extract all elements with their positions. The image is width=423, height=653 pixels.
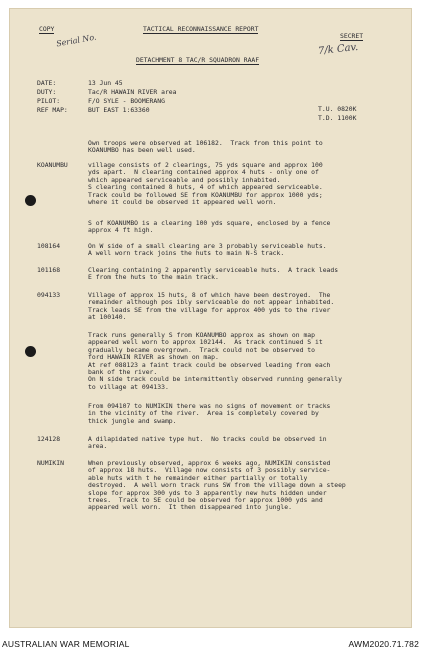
entry-text: Village of approx 15 huts, 8 of which have been destroyed. The remainder although pos ibly serviceable do not appear inhabited. Track leads SE from the village for approx 400 yds to the river at 100140. bbox=[88, 291, 335, 322]
entry-ref: 101168 bbox=[37, 266, 61, 274]
date-value: 13 Jun 45 bbox=[88, 79, 123, 87]
footer-source: AUSTRALIAN WAR MEMORIAL bbox=[2, 639, 130, 649]
entry-ref: 108164 bbox=[37, 242, 61, 250]
report-subtitle: DETACHMENT 8 TAC/R SQUADRON RAAF bbox=[136, 56, 260, 64]
entry-text: Own troops were observed at 106182. Track from this point to KOANUMBO has been well used. bbox=[88, 139, 323, 155]
pilot-value: F/O SYLE - BOOMERANG bbox=[88, 97, 165, 105]
entry-ref: NUMIKIN bbox=[37, 459, 64, 467]
entry-text: On W side of a small clearing are 3 probably serviceable huts. A well worn track joins the huts to main N-S track. bbox=[88, 242, 327, 258]
entry-text: Track runs generally S from KOANUMBO approx as shown on map appeared well worn to approx 102144. As track continued S it gradually became overgrown. Track could not be observed to ford HAWAIN RIVER as shown on map. At ref 088123 a faint track could be observed leading from each bank of the river. On N side track could be intermittently observed running generally to village at 094133. bbox=[88, 331, 342, 391]
entry-ref: KOANUMBU bbox=[37, 161, 68, 169]
handwritten-serial: Serial No. bbox=[55, 32, 98, 49]
entry-text: From 094107 to NUMIKIN there was no signs of movement or tracks in the vicinity of the river. Area is completely covered by thick jungle and swamp. bbox=[88, 402, 331, 425]
pilot-label: PILOT: bbox=[37, 97, 61, 105]
handwritten-note: 7/k Cav. bbox=[317, 41, 359, 58]
time-up: T.U. 0820K bbox=[318, 105, 357, 113]
ref-map-value: BUT EAST 1:63360 bbox=[88, 106, 150, 114]
duty-label: DUTY: bbox=[37, 88, 57, 96]
entry-text: village consists of 2 clearings, 75 yds square and approx 100 yds apart. N clearing contained approx 4 huts - only one of which appeared serviceable and possibly inhabited. S clearing contained 8 huts, 4 of which appeared serviceable. Track could be followed SE from KOANUMBU for approx 1000 yds; where it could be observed it appeared well worn. bbox=[88, 161, 323, 207]
ref-map-label: REF MAP: bbox=[37, 106, 68, 114]
time-down: T.D. 1100K bbox=[318, 114, 357, 122]
entry-ref: 124128 bbox=[37, 435, 61, 443]
entry-text: A dilapidated native type hut. No tracks could be observed in area. bbox=[88, 435, 327, 451]
date-label: DATE: bbox=[37, 79, 57, 87]
entry-text: Clearing containing 2 apparently serviceable huts. A track leads E from the huts to the main track. bbox=[88, 266, 339, 282]
binder-hole-bottom bbox=[25, 346, 36, 357]
entry-text: S of KOANUMBO is a clearing 100 yds square, enclosed by a fence approx 4 ft high. bbox=[88, 219, 331, 235]
entry-text: When previously observed, approx 6 weeks ago, NUMIKIN consisted of approx 18 huts. Village now consists of 3 possibly service- able huts with t he remainder either partially or totally destroyed. A well worn track runs SW from the village down a steep slope for approx 300 yds to 3 apparently new huts hidden under trees. Track to SE could be observed for approx 1000 yds and appeared well worn. It then disappeared into jungle. bbox=[88, 459, 346, 512]
copy-label: COPY bbox=[39, 25, 55, 33]
footer-accession: AWM2020.71.782 bbox=[348, 639, 419, 649]
report-title: TACTICAL RECONNAISSANCE REPORT bbox=[143, 25, 259, 33]
archive-footer bbox=[0, 635, 423, 653]
duty-value: Tac/R HAWAIN RIVER area bbox=[88, 88, 177, 96]
secret-label: SECRET bbox=[340, 32, 364, 40]
entry-ref: 094133 bbox=[37, 291, 61, 299]
binder-hole-top bbox=[25, 195, 36, 206]
